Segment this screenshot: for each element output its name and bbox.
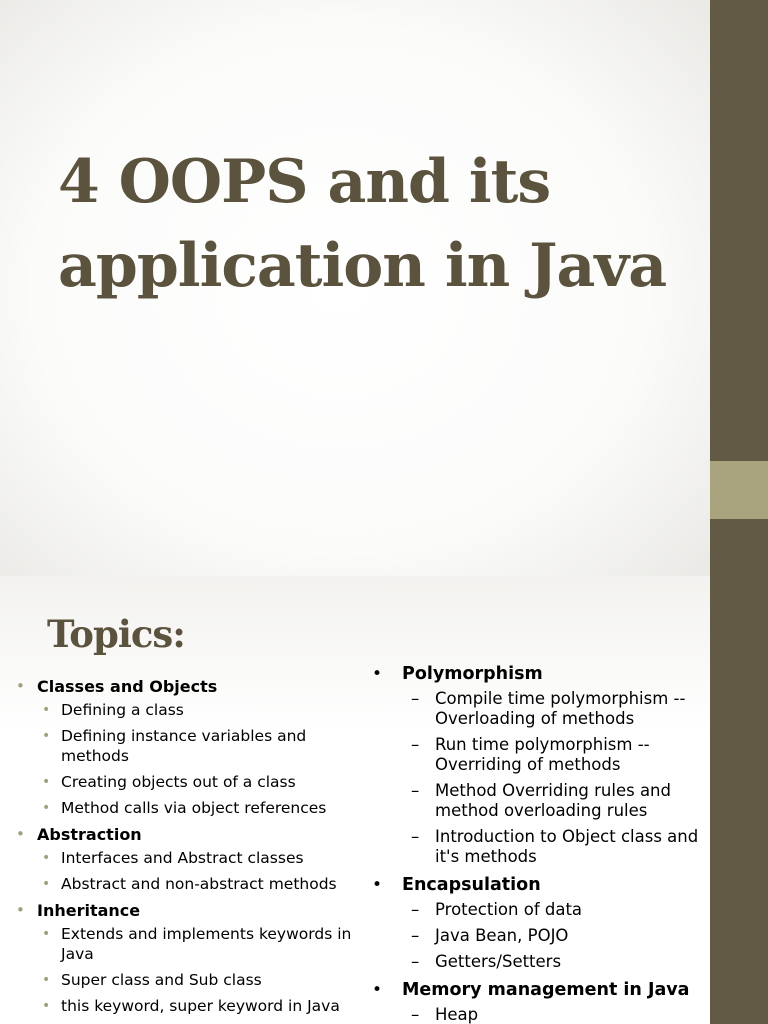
subtopic-item: – Java Bean, POJO xyxy=(402,926,702,946)
topics-slide xyxy=(0,576,768,1024)
subtopic-list xyxy=(37,924,361,1016)
topic-label: Memory management in Java xyxy=(402,980,690,1000)
subtopic-list xyxy=(37,700,361,818)
subtopic-item: • Creating objects out of a class xyxy=(37,772,361,792)
subtopic-item: – Compile time polymorphism -- Overloading of methods xyxy=(402,689,702,729)
topic-label: Inheritance xyxy=(37,901,141,920)
subtopic-list xyxy=(402,1005,702,1024)
subtopic-item: – Protection of data xyxy=(402,900,702,920)
topic-item xyxy=(16,824,361,894)
subtopic-item: • Defining instance variables and methods xyxy=(37,726,361,766)
subtopic-item: • Defining a class xyxy=(37,700,361,720)
subtopic-item: • this keyword, super keyword in Java xyxy=(37,996,361,1016)
subtopic-item: • Method calls via object references xyxy=(37,798,361,818)
subtopic-item: – Getters/Setters xyxy=(402,952,702,972)
topic-item xyxy=(372,662,702,867)
slide-title xyxy=(58,140,698,308)
subtopic-list xyxy=(37,848,361,894)
subtopic-item: – Introduction to Object class and it's methods xyxy=(402,827,702,867)
subtopic-item: • Extends and implements keywords in Java xyxy=(37,924,361,964)
topics-heading: Topics: xyxy=(47,612,185,656)
subtopic-item: – Run time polymorphism -- Overriding of methods xyxy=(402,735,702,775)
topic-label: Abstraction xyxy=(37,825,142,844)
topic-item xyxy=(16,676,361,818)
topic-item xyxy=(16,900,361,1016)
subtopic-list xyxy=(402,900,702,972)
slide-title-line-2: application in Java xyxy=(58,231,667,301)
subtopic-item: • Interfaces and Abstract classes xyxy=(37,848,361,868)
topic-label: Classes and Objects xyxy=(37,677,218,696)
subtopic-list xyxy=(402,689,702,867)
slide-title-line-1: 4 OOPS and its xyxy=(58,147,551,217)
topic-label: Encapsulation xyxy=(402,875,541,895)
subtopic-item: – Method Overriding rules and method overloading rules xyxy=(402,781,702,821)
subtopic-item: • Super class and Sub class xyxy=(37,970,361,990)
sidebar-accent-block xyxy=(710,461,768,519)
subtopic-item: • Abstract and non-abstract methods xyxy=(37,874,361,894)
topic-item xyxy=(372,873,702,972)
topics-left-column xyxy=(16,676,361,1022)
slide-sidebar xyxy=(710,576,768,1024)
subtopic-item: – Heap xyxy=(402,1005,702,1024)
topics-right-column xyxy=(372,662,702,1024)
topic-item xyxy=(372,978,702,1024)
topic-label: Polymorphism xyxy=(402,664,543,684)
